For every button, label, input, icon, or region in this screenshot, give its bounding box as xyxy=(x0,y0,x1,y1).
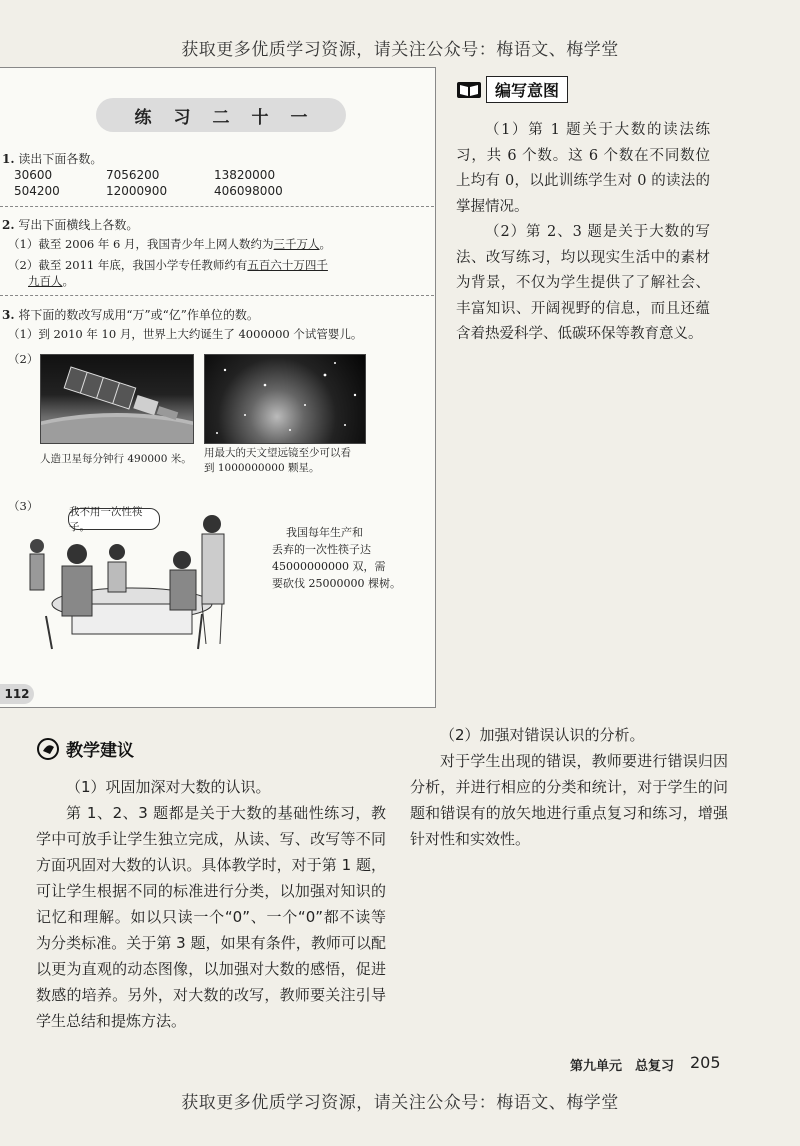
question-1-number: 1. xyxy=(2,152,15,166)
q2-item-2-underlined-2: 九百人 xyxy=(28,274,63,288)
q1-number-row-1 xyxy=(14,168,275,182)
suggestion-title: 教学建议 xyxy=(66,741,134,761)
chopsticks-note xyxy=(272,524,401,592)
question-2 xyxy=(2,216,138,233)
satellite-photo xyxy=(40,354,194,444)
suggestion-right-text xyxy=(410,722,728,852)
question-1 xyxy=(2,150,102,167)
q2-item-2-end: 。 xyxy=(62,274,74,288)
question-2-text: 写出下面横线上各数。 xyxy=(18,218,139,232)
q2-item-2 xyxy=(8,257,328,273)
suggestion-heading xyxy=(36,736,134,761)
q1-number: 7056200 xyxy=(106,168,160,182)
q1-number: 13820000 xyxy=(214,168,276,182)
nebula-caption xyxy=(204,446,351,476)
stars-icon xyxy=(205,355,365,443)
suggestion-paragraph-1: （1）巩固加深对大数的认识。 xyxy=(66,778,271,796)
nebula-photo xyxy=(204,354,366,444)
exercise-page-inset xyxy=(0,67,436,708)
footer-page-number: 205 xyxy=(690,1053,721,1072)
q1-number: 504200 xyxy=(14,184,60,198)
satellite-caption: 人造卫星每分钟行 490000 米。 xyxy=(40,453,192,465)
speech-bubble: 我不用一次性筷子。 xyxy=(68,508,160,530)
intent-paragraph-1: （1）第 1 题关于大数的读法练习，共 6 个数。这 6 个数在不同数位上均有 0，以此训练学生对 0 的读法的掌握情况。 xyxy=(456,122,710,215)
q1-number: 12000900 xyxy=(106,184,168,198)
divider xyxy=(0,206,434,207)
suggestion-left-text xyxy=(36,774,386,1034)
top-banner: 获取更多优质学习资源，请关注公众号：梅语文、梅学堂 xyxy=(181,40,619,60)
q2-item-1-end: 。 xyxy=(319,237,332,251)
satellite-icon xyxy=(41,355,193,443)
bottom-banner: 获取更多优质学习资源，请关注公众号：梅语文、梅学堂 xyxy=(181,1093,619,1113)
intent-text xyxy=(456,118,710,348)
suggestion-paragraph-4: 对于学生出现的错误，教师要进行错误归因分析，并进行相应的分类和统计，对于学生的问题和错误有的放矢地进行重点复习和练习，增强针对性和实效性。 xyxy=(410,752,728,848)
book-icon xyxy=(456,79,482,101)
question-2-number: 2. xyxy=(2,218,15,232)
note-line: 45000000000 双，需 xyxy=(272,560,386,573)
intent-heading xyxy=(456,76,568,103)
question-3-text: 将下面的数改写成用“万”或“亿”作单位的数。 xyxy=(18,308,259,322)
q3-item-3-label: （3） xyxy=(8,499,39,513)
family-dinner-illustration xyxy=(22,504,232,654)
q2-item-2-text: （2）截至 2011 年底，我国小学专任教师约有 xyxy=(8,258,248,272)
intent-paragraph-2: （2）第 2、3 题是关于大数的写法、改写练习，均以现实生活中的素材为背景，不仅为学生提供了了解社会、丰富知识、开阔视野的信息，而且还蕴含着热爱科学、低碳环保等教育意义。 xyxy=(456,224,710,342)
suggestion-paragraph-2: 第 1、2、3 题都是关于大数的基础性练习，教学中可放手让学生独立完成，从读、写、改写等不同方面巩固对大数的认识。具体教学时，对于第 1 题，可让学生根据不同的标准进行分类，以加强对知识的记忆和理解。如以只读一个“0”、一个“0”都不读等为分类标准。关于第 3 题，如果有条件，教师可以配以更为直观的动态图像，以加强对大数的感悟，促进数感的培养。另外，对大数的改写，教师要关注引导学生总结和提炼方法。 xyxy=(36,804,386,1030)
note-line: 我国每年生产和 xyxy=(286,526,363,539)
exercise-title: 练习二十一 xyxy=(96,98,346,132)
inset-page-number: 112 xyxy=(0,684,34,704)
question-3 xyxy=(2,306,259,323)
q2-item-1-underlined: 三千万人 xyxy=(273,237,320,251)
nebula-caption-line-2: 到 1000000000 颗星。 xyxy=(204,462,320,474)
q2-item-2-underlined: 五百六十万四千 xyxy=(247,258,328,272)
q1-number: 30600 xyxy=(14,168,53,182)
q1-number-row-2 xyxy=(14,184,283,198)
teaching-icon xyxy=(36,738,62,760)
q2-item-1-text: （1）截至 2006 年 6 月，我国青少年上网人数约为 xyxy=(8,237,274,251)
divider xyxy=(0,295,434,296)
note-line: 要砍伐 25000000 棵树。 xyxy=(272,577,401,590)
q2-item-2-cont xyxy=(28,273,74,289)
q1-number: 406098000 xyxy=(214,184,283,198)
q3-item-2-label: （2） xyxy=(8,352,39,366)
suggestion-paragraph-3: （2）加强对错误认识的分析。 xyxy=(440,726,645,744)
note-line: 丢弃的一次性筷子达 xyxy=(272,543,371,556)
nebula-caption-line-1: 用最大的天文望远镜至少可以看 xyxy=(204,447,351,459)
footer-unit: 第九单元 总复习 xyxy=(570,1059,675,1074)
intent-title: 编写意图 xyxy=(486,76,568,103)
question-1-text: 读出下面各数。 xyxy=(18,152,103,166)
q2-item-1 xyxy=(8,236,331,252)
question-3-number: 3. xyxy=(2,308,15,322)
q3-item-1: （1）到 2010 年 10 月，世界上大约诞生了 4000000 个试管婴儿。 xyxy=(8,327,363,341)
